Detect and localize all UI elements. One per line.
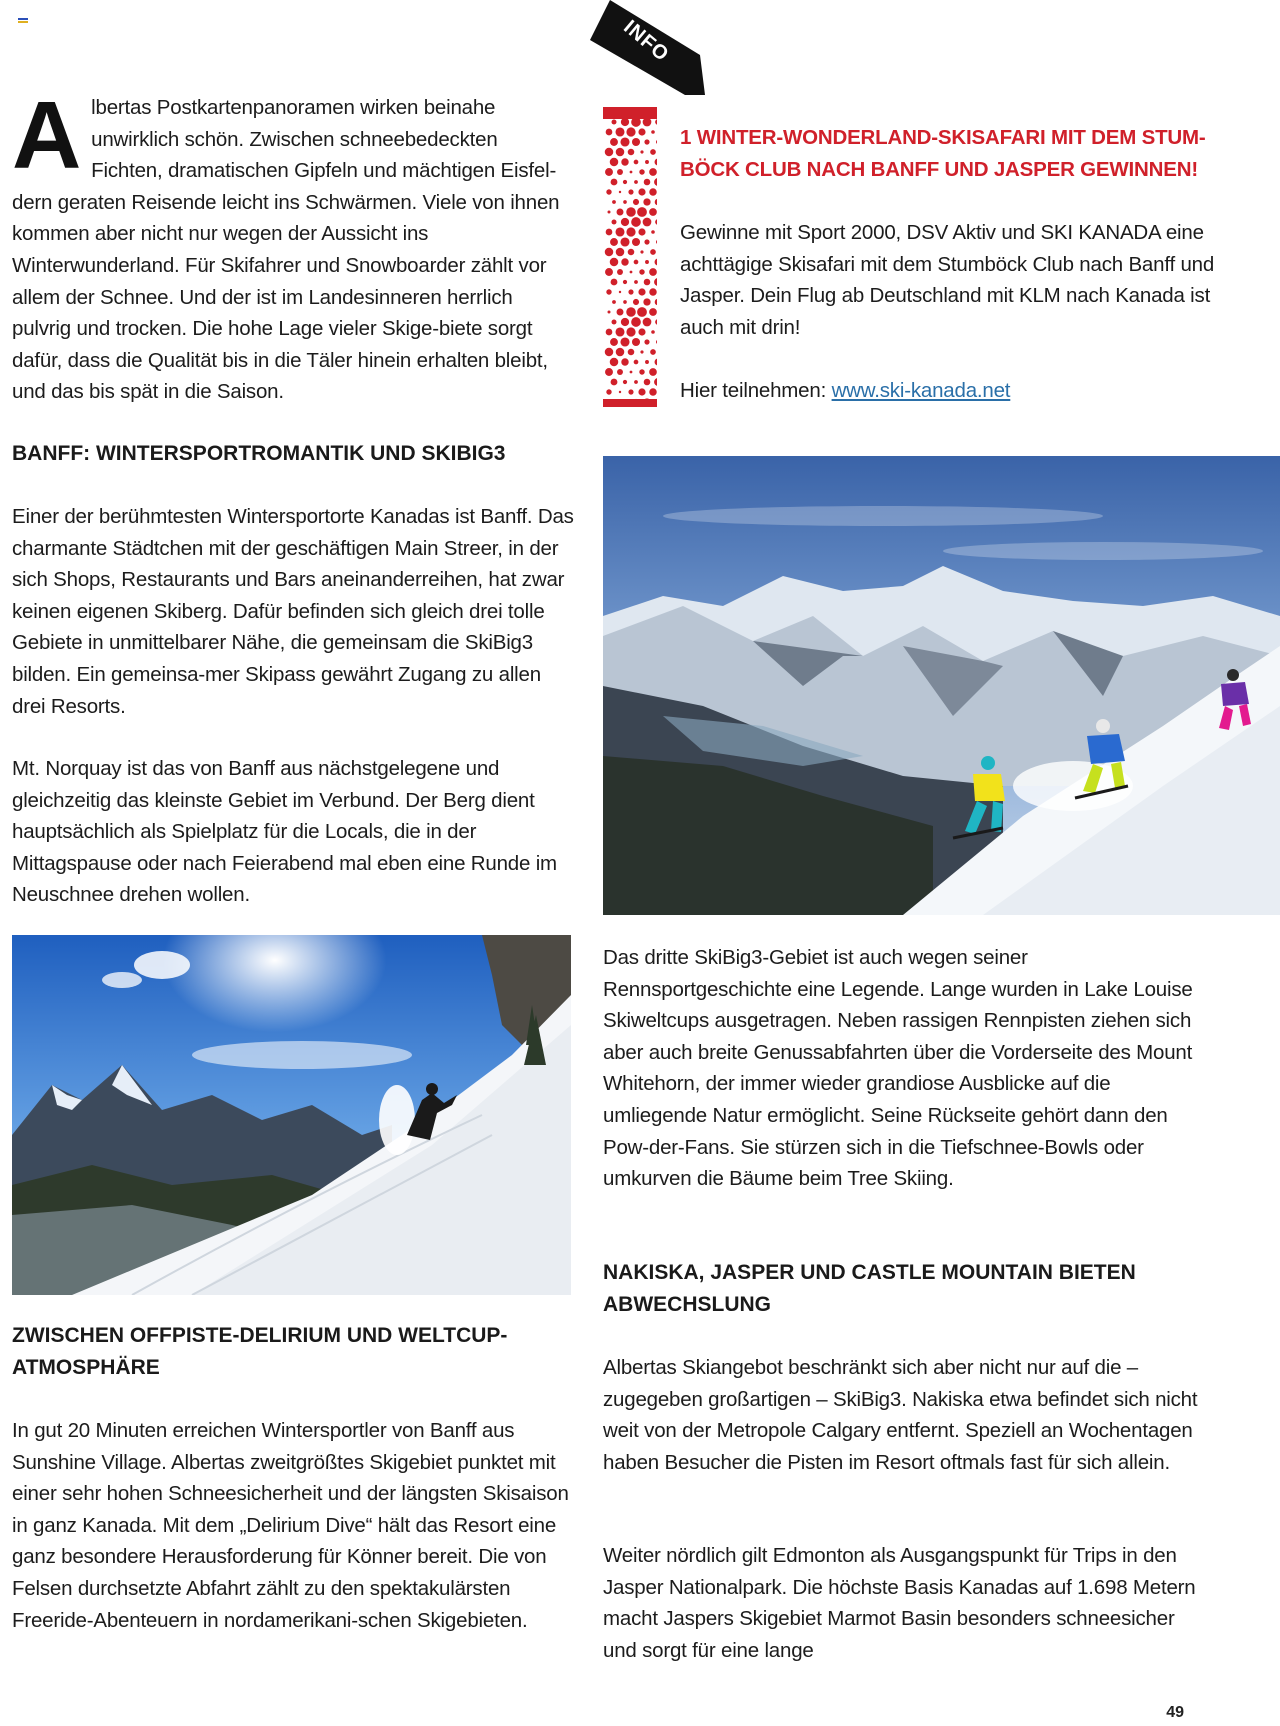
dot-pattern-dot <box>621 158 628 165</box>
dot-pattern-dot <box>651 130 655 134</box>
dot-pattern-dot <box>637 207 647 217</box>
dot-pattern-dot <box>623 200 627 204</box>
dot-pattern-dot <box>650 349 656 355</box>
ski-kanada-link[interactable]: www.ski-kanada.net <box>831 379 1011 402</box>
page-number: 49 <box>1166 1704 1184 1721</box>
dot-pattern-dot <box>606 229 613 236</box>
dot-pattern-dot <box>644 139 649 144</box>
dot-pattern-dot <box>643 318 652 327</box>
dot-pattern-dot <box>643 298 650 305</box>
intro-paragraph: lbertas Postkartenpanoramen wirken beinahe unwirklich schön. Zwischen schneebedeckten Fichten, dramatischen Gipfeln und mächtigen Eisfel-dern geraten Reisende leicht ins Schwärmen. Viele von ihnen kommen aber nicht nur wegen der Aussicht ins Winterwunderland. Für Skifahrer und Snowboarder zählt vor allem der Schnee. Und der ist im Landesinneren herrlich pulvrig und trocken. Die hohe Lage vieler Skige-biete sorgt dafür, dass die Qualität bis in die Täler hinein erhalten bleibt, und das bis spät in die Saison. <box>12 96 560 404</box>
dot-pattern-dot <box>612 300 616 304</box>
dot-pattern-dot <box>628 349 635 356</box>
dot-pattern-dot <box>610 358 619 367</box>
dot-pattern-dot <box>628 389 633 394</box>
dot-pattern-dot <box>643 198 650 205</box>
lakelouise-paragraph-1: Das dritte SkiBig3-Gebiet ist auch wegen seiner Rennsportgeschichte eine Legende. Lange wurden in Lake Louise Skiweltcups ausgetragen. Neben rassigen Rennpisten ziehen sich aber auch breite Genussabfahrten über die Vorderseite des Mount Whitehorn, der immer wieder grandiose Ausblicke auf die umliegende Natur ermöglicht. Seine Rückseite gehört dann den Pow-der-Fans. Sie stürzen sich in die Tiefschnee-Bowls oder umkurven die Bäume beim Tree Skiing. <box>603 946 1193 1191</box>
dot-pattern-dot <box>611 379 618 386</box>
dot-pattern-dot <box>626 127 635 136</box>
dot-pattern-dot <box>623 300 627 304</box>
dot-pattern-dot <box>644 379 651 386</box>
dot-pattern-dot <box>605 248 613 256</box>
dot-pattern-dot <box>644 179 651 186</box>
dot-pattern-dot <box>616 248 625 257</box>
banff-paragraph-2: Mt. Norquay ist das von Banff aus nächstgelegene und gleichzeitig das kleinste Gebiet im Verbund. Der Berg dient hauptsächlich als Spielplatz für die Locals, die in der Mittagspause oder nach Feierabend mal eben eine Runde im Neuschnee drehen wollen. <box>12 757 557 907</box>
snowboarder-photo <box>12 935 571 1295</box>
dot-pattern-dot <box>649 208 657 216</box>
info-banner-label: INFO <box>619 16 674 67</box>
dot-pattern-dot <box>638 328 645 335</box>
dot-pattern-dot <box>645 360 649 364</box>
dot-pattern-dot <box>616 148 625 157</box>
dot-pattern-dot <box>605 368 613 376</box>
dot-pattern-dot <box>615 327 624 336</box>
dot-pattern-dot <box>651 330 655 334</box>
dot-pattern-dot <box>620 237 629 246</box>
dot-pattern-dot <box>649 188 656 195</box>
dot-pattern-dot <box>639 269 644 274</box>
dot-pattern-dot <box>617 169 623 175</box>
dot-pattern-dot <box>640 250 643 253</box>
dot-pattern-dot <box>644 279 651 286</box>
heading-nakiska: NAKISKA, JASPER UND CASTLE MOUNTAIN BIETEN ABWECHSLUNG <box>603 1261 1136 1316</box>
dot-pattern-dot <box>611 179 618 186</box>
dot-pattern-dot <box>638 288 645 295</box>
skiers-photo <box>603 456 1280 915</box>
dot-pattern-dot <box>628 189 633 194</box>
dot-pattern-dot <box>615 127 624 136</box>
dot-pattern-dot <box>633 299 639 305</box>
dot-pattern-dot <box>637 307 647 317</box>
info-dot-pattern <box>603 107 657 407</box>
dot-pattern-dot <box>606 189 611 194</box>
dot-pattern-dot <box>621 258 628 265</box>
dot-pattern-dot <box>623 280 627 284</box>
dot-pattern-dot <box>634 280 638 284</box>
dot-pattern-dot <box>634 360 639 365</box>
dot-pattern-dot <box>617 369 623 375</box>
dot-pattern-dot <box>634 260 639 265</box>
dot-pattern-dot <box>650 149 656 155</box>
dot-pattern-dot <box>623 180 627 184</box>
dot-pattern-dot <box>605 148 613 156</box>
dot-pattern-dot <box>638 228 645 235</box>
dot-pattern-dot <box>620 337 629 346</box>
dot-pattern-dot <box>638 128 645 135</box>
dot-pattern-dot <box>612 200 616 204</box>
dot-pattern-dot <box>634 160 639 165</box>
dot-pattern-dot <box>645 260 649 264</box>
dot-pattern-dot <box>630 271 633 274</box>
dot-pattern-dot <box>649 268 657 276</box>
intro-section <box>12 82 572 408</box>
info-title: 1 WINTER-WONDERLAND-SKISAFARI MIT DEM STUM-BÖCK CLUB NACH BANFF UND JASPER GEWINNEN! <box>680 126 1206 181</box>
offpiste-paragraph-1: In gut 20 Minuten erreichen Wintersportler von Banff aus Sunshine Village. Albertas zweitgrößtes Skigebiet punktet mit einer sehr hohen Schneesicherheit und der längsten Skisaison in ganz Kanada. Mit dem „Delirium Dive“ hält das Resort eine ganz besondere Herausforderung für Könner bereit. Die von Felsen durchsetzte Abfahrt zählt zu den spektakulärsten Freeride-Abenteuern in nordamerikani-schen Skigebieten. <box>12 1419 569 1632</box>
dot-pattern-dot <box>608 211 611 214</box>
dot-pattern-dot <box>628 289 633 294</box>
dot-pattern-dot <box>619 391 621 393</box>
dot-pattern-dot <box>649 388 656 395</box>
dot-pattern-dot <box>610 138 618 146</box>
dot-pattern-dot <box>632 338 640 346</box>
dot-pattern-dot <box>617 309 624 316</box>
dot-pattern-dot <box>606 129 613 136</box>
dot-pattern-dot <box>645 160 649 164</box>
dot-pattern-dot <box>617 209 624 216</box>
dot-pattern-dot <box>634 180 638 184</box>
dot-pattern-dot <box>630 371 633 374</box>
banff-paragraph-1: Einer der berühmtesten Wintersportorte Kanadas ist Banff. Das charmante Städtchen mit der geschäftigen Main Streer, in der sich Shops, Restaurants und Bars aneinanderreihen, hat zwar keinen eigenen Skiberg. Dafür befinden sich gleich drei tolle Gebiete in unmittelbarer Nähe, die gemeinsam die SkiBig3 bilden. Ein gemeinsa-mer Skipass gewährt Zugang zu allen drei Resorts. <box>12 505 574 718</box>
dot-pattern-dot <box>632 138 640 146</box>
dot-pattern-dot <box>649 308 657 316</box>
dot-pattern-dot <box>640 350 643 353</box>
dot-pattern-dot <box>619 191 621 193</box>
dot-pattern-dot <box>608 311 611 314</box>
dot-pattern-dot <box>638 388 645 395</box>
info-cta-prefix: Hier teilnehmen: <box>680 379 827 402</box>
dot-pattern-dot <box>605 168 613 176</box>
drop-cap: A <box>12 82 82 189</box>
dot-pattern-dot <box>611 219 616 224</box>
dot-pattern-dot <box>644 239 649 244</box>
dot-pattern-dot <box>632 238 640 246</box>
heading-banff: BANFF: WINTERSPORTROMANTIK UND SKIBIG3 <box>12 442 506 465</box>
dot-pattern-dot <box>651 230 655 234</box>
dot-pattern-dot <box>640 150 643 153</box>
dot-pattern-dot <box>616 348 625 357</box>
dot-pattern-dot <box>639 169 644 174</box>
menu-icon[interactable] <box>18 18 28 26</box>
dot-pattern-dot <box>620 137 629 146</box>
dot-pattern-dot <box>606 329 613 336</box>
dot-pattern-dot <box>621 318 629 326</box>
dot-pattern-dot <box>631 217 641 227</box>
dot-pattern-dot <box>611 119 616 124</box>
dot-pattern-dot <box>611 279 618 286</box>
dot-pattern-dot <box>610 158 619 167</box>
dot-pattern-dot <box>649 288 656 295</box>
dot-pattern-dot <box>621 358 628 365</box>
dot-pattern-dot <box>621 218 629 226</box>
dot-pattern-dot <box>628 149 635 156</box>
dot-pattern-dot <box>626 227 635 236</box>
dot-pattern-dot <box>639 369 644 374</box>
dot-pattern-dot <box>649 368 657 376</box>
dot-pattern-dot <box>630 171 633 174</box>
dot-pattern-dot <box>631 317 641 327</box>
dot-pattern-dot <box>650 249 656 255</box>
nakiska-paragraph-2: Weiter nördlich gilt Edmonton als Ausgangspunkt für Trips in den Jasper Nationalpark. Die höchste Basis Kanadas auf 1.698 Metern macht Jaspers Skigebiet Marmot Basin besonders schneesicher und sorgt für eine lange <box>603 1544 1196 1662</box>
dot-pattern-dot <box>644 339 649 344</box>
dot-pattern-dot <box>643 218 652 227</box>
dot-pattern-dot <box>649 168 657 176</box>
dot-pattern-dot <box>623 380 627 384</box>
dot-pattern-dot <box>619 291 621 293</box>
dot-pattern-dot <box>610 238 618 246</box>
dot-pattern-dot <box>633 199 639 205</box>
dot-pattern-dot <box>626 327 635 336</box>
dot-pattern-dot <box>611 319 616 324</box>
dot-pattern-dot <box>626 207 636 217</box>
nakiska-paragraph-1: Albertas Skiangebot beschränkt sich aber nicht nur auf die – zugegeben großartigen – SkiBig3. Nakiska etwa befindet sich nicht weit von der Metropole Calgary entfernt. Speziell an Wochentagen haben Besucher die Pisten im Resort oftmals fast für sich allein. <box>603 1356 1198 1474</box>
dot-pattern-dot <box>615 227 624 236</box>
dot-pattern-dot <box>610 258 619 267</box>
heading-offpiste: ZWISCHEN OFFPISTE-DELIRIUM UND WELTCUP-ATMOSPHÄRE <box>12 1324 508 1379</box>
dot-pattern-dot <box>634 380 638 384</box>
dot-pattern-dot <box>606 289 611 294</box>
dot-pattern-dot <box>628 249 635 256</box>
dot-pattern-dot <box>606 389 611 394</box>
info-cta <box>680 375 1220 407</box>
dot-pattern-dot <box>638 188 645 195</box>
info-body: Gewinne mit Sport 2000, DSV Aktiv und SKI KANADA eine achttägige Skisafari mit dem Stumböck Club nach Banff und Jasper. Dein Flug ab Deutschland mit KLM nach Kanada ist auch mit drin! <box>680 221 1215 339</box>
dot-pattern-dot <box>617 269 623 275</box>
dot-pattern-dot <box>621 118 629 126</box>
dot-pattern-dot <box>626 307 636 317</box>
dot-pattern-dot <box>605 268 613 276</box>
dot-pattern-dot <box>605 348 613 356</box>
dot-pattern-dot <box>610 338 618 346</box>
